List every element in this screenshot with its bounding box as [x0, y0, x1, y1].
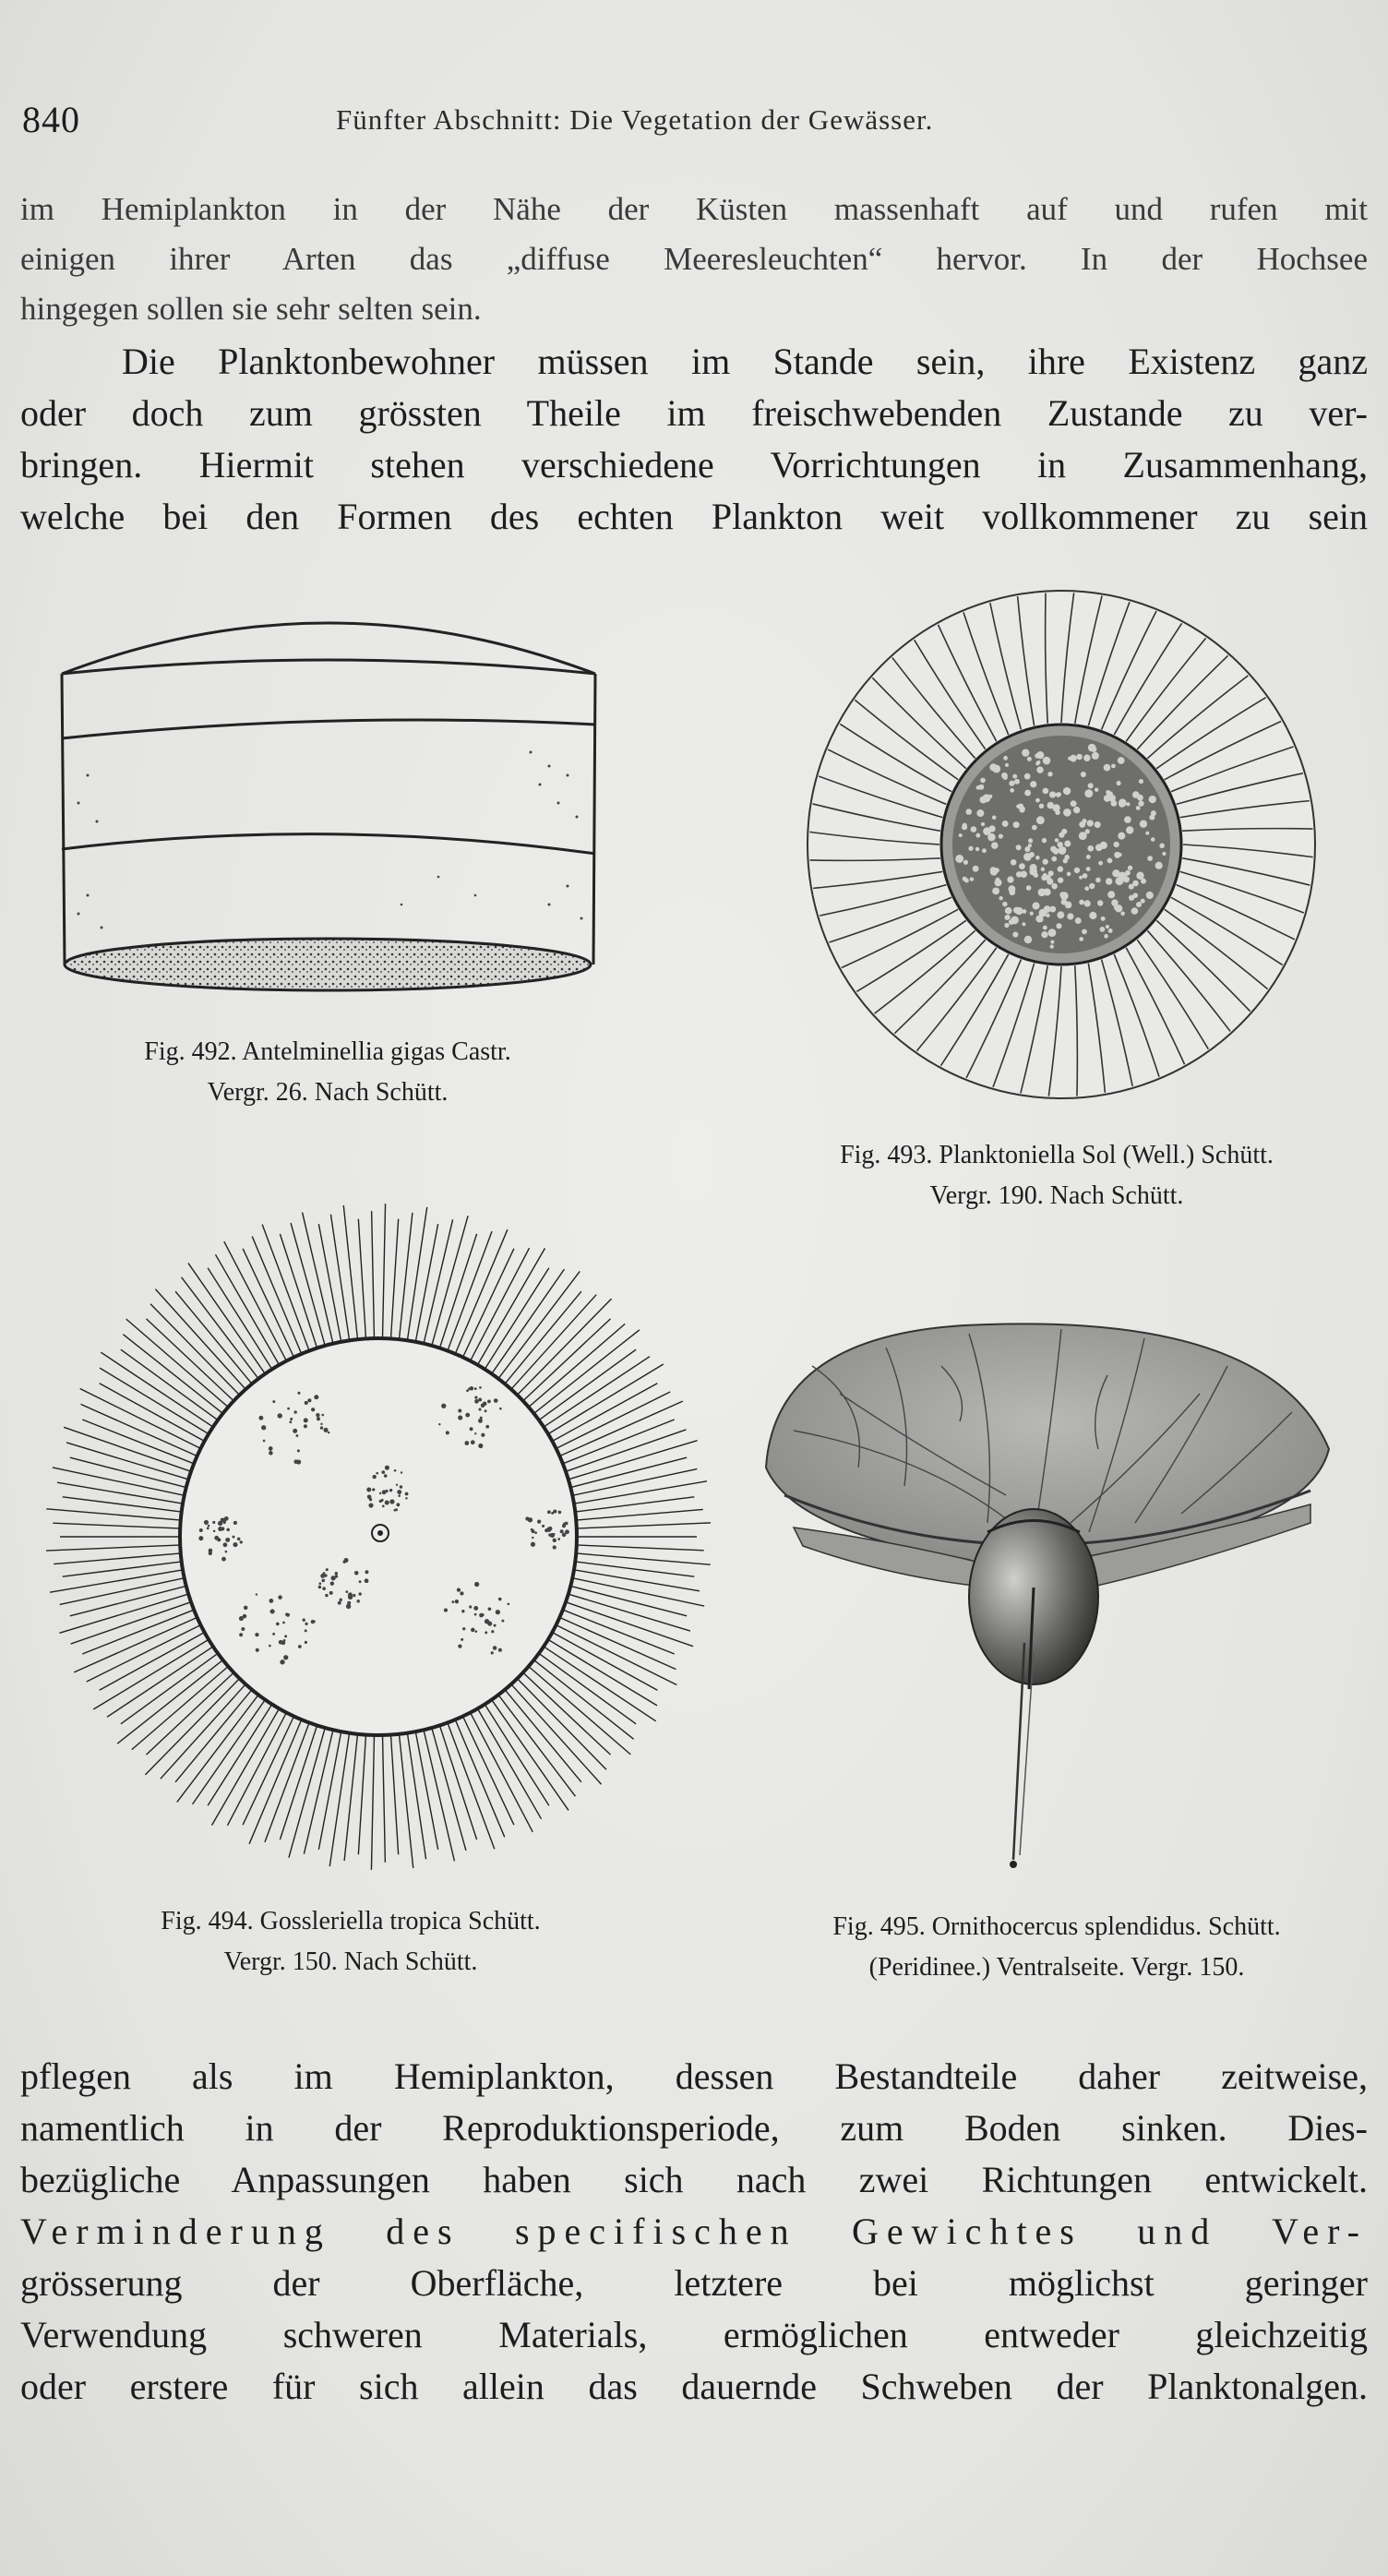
text-line: pflegen als im Hemiplankton, dessen Bestandteile daher zeitweise, [20, 2055, 1368, 2097]
caption-line: Fig. 495. Ornithocercus splendidus. Schütt. [832, 1912, 1281, 1941]
caption-line: Fig. 492. Antelminellia gigas Castr. [144, 1037, 511, 1066]
caption-line: Vergr. 150. Nach Schütt. [223, 1947, 478, 1976]
text-line: welche bei den Formen des echten Plankton weit vollkommener zu sein [20, 496, 1368, 537]
figure-492-illustration [51, 591, 614, 997]
text-line: Die Planktonbewohner müssen im Stande sein, ihre Existenz ganz [122, 341, 1368, 382]
text-line: einigen ihrer Arten das „diffuse Meeresleuchten“ hervor. In der Hochsee [20, 241, 1368, 277]
page-header [22, 98, 1342, 144]
caption-line: Fig. 493. Planktoniella Sol (Well.) Schütt. [840, 1141, 1274, 1169]
paragraph-plankton [20, 336, 1368, 543]
page-number: 840 [22, 99, 80, 140]
figure-493-illustration [798, 581, 1324, 1108]
text-line: bringen. Hiermit stehen verschiedene Vorrichtungen in Zusammenhang, [20, 444, 1368, 485]
text-line-spaced: Verminderung des specifischen Gewichtes und Ver- [20, 2211, 1368, 2252]
caption-line: Fig. 494. Gossleriella tropica Schütt. [161, 1907, 541, 1935]
figure-494-caption [28, 1901, 674, 1983]
text-line: oder erstere für sich allein das dauernde Schweben der Planktonalgen. [20, 2366, 1368, 2407]
figure-494-illustration [46, 1195, 711, 1878]
text-line: bezügliche Anpassungen haben sich nach zwei Richtungen entwickelt. [20, 2159, 1368, 2200]
figure-492-caption [37, 1032, 618, 1113]
text-line: namentlich in der Reproduktionsperiode, zum Boden sinken. Dies- [20, 2107, 1368, 2149]
text-line: Verwendung schweren Materials, ermöglichen entweder gleichzeitig [20, 2314, 1368, 2355]
text-line: oder doch zum grössten Theile im freischwebenden Zustande zu ver- [20, 392, 1368, 434]
figure-495-illustration [757, 1311, 1338, 1901]
paragraph-continuation [20, 185, 1368, 334]
paragraph-adaptations [20, 2051, 1368, 2413]
caption-line: Vergr. 26. Nach Schütt. [207, 1078, 449, 1107]
text-line: im Hemiplankton in der Nähe der Küsten massenhaft auf und rufen mit [20, 191, 1368, 227]
text-line-spaced: grösserung der Oberfläche, letztere bei möglichst geringer [20, 2262, 1368, 2304]
figure-493-caption [734, 1135, 1380, 1216]
caption-line: Vergr. 190. Nach Schütt. [929, 1181, 1184, 1210]
figure-495-caption [729, 1907, 1384, 1988]
running-title: Fünfter Abschnitt: Die Vegetation der Gewässer. [336, 103, 934, 136]
text-line: hingegen sollen sie sehr selten sein. [20, 291, 482, 327]
caption-line: (Peridinee.) Ventralseite. Vergr. 150. [868, 1953, 1245, 1982]
